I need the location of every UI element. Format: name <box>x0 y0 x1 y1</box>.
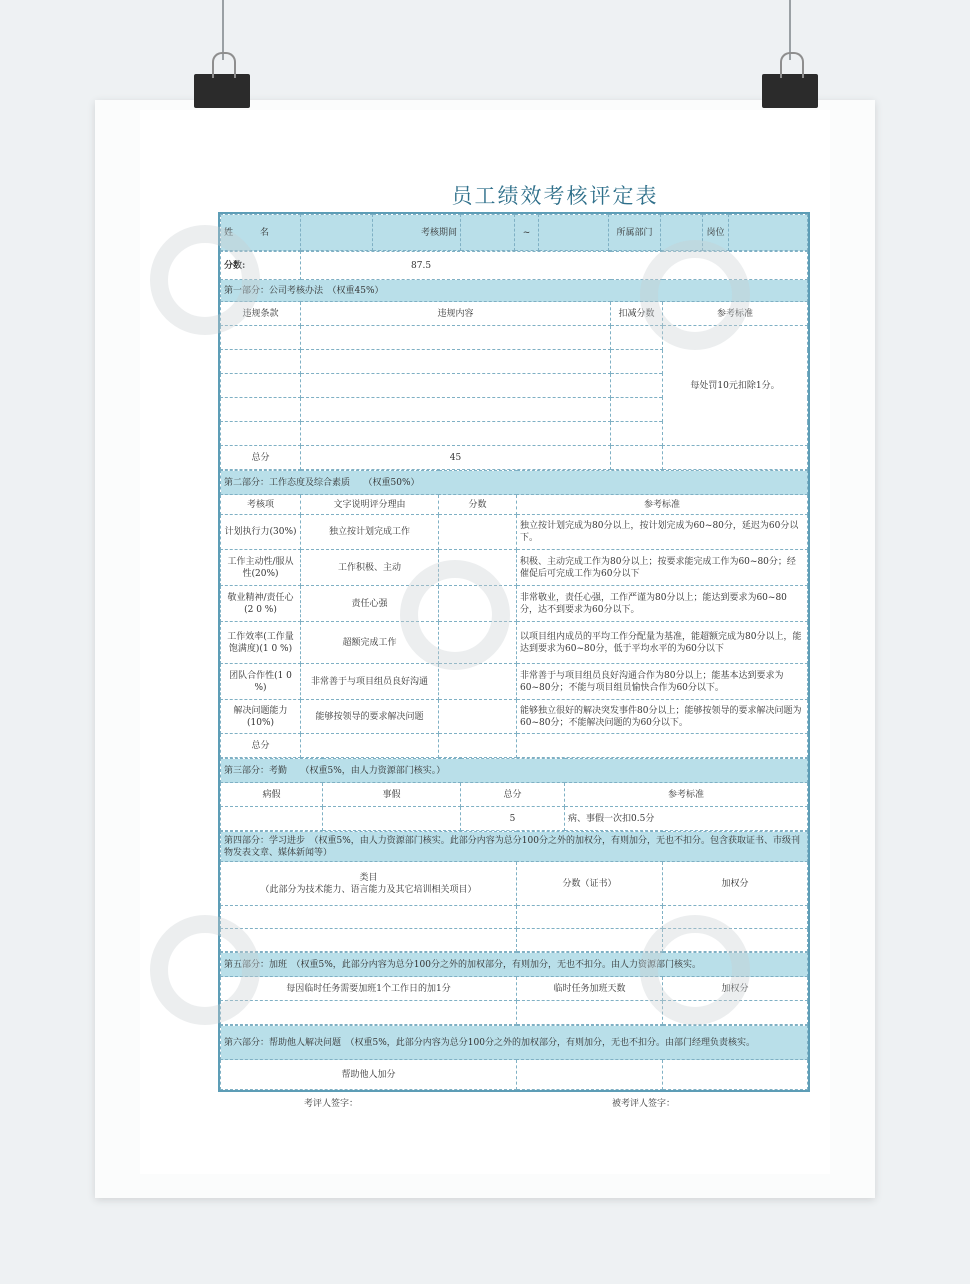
watermark-logo <box>400 560 510 670</box>
part1-cell[interactable] <box>611 446 663 470</box>
part4-cell[interactable] <box>221 906 517 929</box>
table-row <box>221 622 808 664</box>
part5-col-rule: 每因临时任务需要加班1个工作日的加1分 <box>221 977 517 1001</box>
name-field[interactable] <box>301 215 373 251</box>
part4-col-score: 分数（证书） <box>517 862 663 906</box>
part6-title: 第六部分：帮助他人解决问题 （权重5%，此部分内容为总分100分之外的加权部分，有则加分，无也不扣分。由部门经理负责核实。 <box>221 1026 808 1060</box>
part2-title: 第二部分：工作态度及综合素质 （权重50%） <box>221 471 808 495</box>
part5-title: 第五部分：加班 （权重5%，此部分内容为总分100分之外的加权部分，有则加分，无也不扣分。由人力资源部门核实。 <box>221 953 808 977</box>
part2-col-standard: 参考标准 <box>517 495 808 515</box>
part4-cell[interactable] <box>517 929 663 952</box>
part2-col-score: 分数 <box>439 495 517 515</box>
dept-label: 所属部门 <box>609 215 661 251</box>
period-label: 考核期间 <box>373 215 461 251</box>
part5-cell[interactable] <box>517 1001 663 1025</box>
part1-cell[interactable] <box>611 374 663 398</box>
part2-total-label: 总分 <box>221 734 301 758</box>
part3-personal-field[interactable] <box>323 807 461 831</box>
part4-cell[interactable] <box>517 906 663 929</box>
part3-standard: 病、事假一次扣0.5分 <box>565 807 808 831</box>
part1-cell[interactable] <box>221 374 301 398</box>
part1-cell[interactable] <box>301 350 611 374</box>
watermark-logo <box>150 225 260 335</box>
period-tilde: ~ <box>515 215 539 251</box>
part6-col-help: 帮助他人加分 <box>221 1060 517 1090</box>
part2-table <box>220 470 808 758</box>
part1-cell[interactable] <box>221 398 301 422</box>
part1-col-content: 违规内容 <box>301 302 611 326</box>
part2-reason: 超额完成工作 <box>301 622 439 664</box>
part2-score-field[interactable] <box>439 515 517 550</box>
table-row <box>221 515 808 550</box>
part1-standard: 每处罚10元扣除1分。 <box>663 326 808 446</box>
score-label: 分数: <box>221 252 301 280</box>
part3-col-total: 总分 <box>461 783 565 807</box>
part2-item: 计划执行力(30%) <box>221 515 301 550</box>
part3-col-personal: 事假 <box>323 783 461 807</box>
part2-item: 工作主动性/服从性(20%) <box>221 550 301 586</box>
part2-col-reason: 文字说明评分理由 <box>301 495 439 515</box>
part2-standard: 能够独立很好的解决突发事件80分以上；能够按领导的要求解决问题为60~80分；不能解决问题的为60分以下。 <box>517 700 808 734</box>
part2-score-field[interactable] <box>439 700 517 734</box>
part1-cell[interactable] <box>221 422 301 446</box>
part4-title: 第四部分：学习进步 （权重5%，由人力资源部门核实。此部分内容为总分100分之外的加权分，有则加分，无也不扣分。包含获取证书、市级刊物发表文章、媒体新闻等） <box>221 832 808 862</box>
part6-table <box>220 1025 808 1090</box>
part5-col-days: 临时任务加班天数 <box>517 977 663 1001</box>
part1-col-clause: 违规条款 <box>221 302 301 326</box>
reviewee-signature-label: 被考评人签字： <box>612 1099 676 1109</box>
part5-cell[interactable] <box>221 1001 517 1025</box>
part2-standard: 非常善于与项目组员良好沟通合作为80分以上；能基本达到要求为60~80分；不能与项目组员愉快合作为60分以下。 <box>517 664 808 700</box>
hanging-wire-right <box>789 0 791 60</box>
table-row <box>221 700 808 734</box>
table-row <box>221 586 808 622</box>
part2-standard: 独立按计划完成为80分以上，按计划完成为60~80分，延迟为60分以下。 <box>517 515 808 550</box>
part3-col-sick: 病假 <box>221 783 323 807</box>
part4-col-weight: 加权分 <box>663 862 808 906</box>
part3-sick-field[interactable] <box>221 807 323 831</box>
part2-standard: 以项目组内成员的平均工作分配量为基准，能超额完成为80分以上，能达到要求为60~80分，低于平均水平的为60分以下 <box>517 622 808 664</box>
part1-cell[interactable] <box>221 350 301 374</box>
page-title: 员工绩效考核评定表 <box>451 184 659 208</box>
part2-cell[interactable] <box>301 734 439 758</box>
part2-col-item: 考核项 <box>221 495 301 515</box>
part2-item: 团队合作性(1 0 %) <box>221 664 301 700</box>
part2-cell[interactable] <box>439 734 517 758</box>
part1-col-deduct: 扣减分数 <box>611 302 663 326</box>
part1-title: 第一部分：公司考核办法 （权重45%） <box>221 280 808 302</box>
part2-item: 解决问题能力(10%) <box>221 700 301 734</box>
part1-cell[interactable] <box>301 422 611 446</box>
score-value: 87.5 <box>301 252 808 280</box>
part1-cell[interactable] <box>611 398 663 422</box>
part1-cell[interactable] <box>221 326 301 350</box>
watermark-logo <box>640 915 750 1025</box>
part1-cell[interactable] <box>301 374 611 398</box>
period-end-field[interactable] <box>539 215 609 251</box>
part3-col-standard: 参考标准 <box>565 783 808 807</box>
binder-clip-left <box>194 74 250 108</box>
part4-col-category-line1: 类目 <box>359 872 378 883</box>
table-row <box>221 550 808 586</box>
part5-col-weight: 加权分 <box>663 977 808 1001</box>
part2-reason: 非常善于与项目组员良好沟通 <box>301 664 439 700</box>
part1-cell[interactable] <box>301 398 611 422</box>
part3-table <box>220 758 808 831</box>
part4-col-category <box>221 862 517 906</box>
part2-reason: 独立按计划完成工作 <box>301 515 439 550</box>
table-row <box>221 664 808 700</box>
part6-cell[interactable] <box>663 1060 808 1090</box>
part3-title: 第三部分：考勤 （权重5%，由人力资源部门核实。） <box>221 759 808 783</box>
part1-cell[interactable] <box>611 422 663 446</box>
part2-standard: 积极、主动完成工作为80分以上；按要求能完成工作为60~80分；经催促后可完成工作为60分以下 <box>517 550 808 586</box>
part2-item: 工作效率(工作量饱满度)(1 0 %) <box>221 622 301 664</box>
period-start-field[interactable] <box>461 215 515 251</box>
part6-cell[interactable] <box>517 1060 663 1090</box>
part1-cell[interactable] <box>611 350 663 374</box>
part1-cell[interactable] <box>663 446 808 470</box>
post-field[interactable] <box>729 215 808 251</box>
part1-total-value: 45 <box>301 446 611 470</box>
name-label: 姓 名 <box>221 215 301 251</box>
part1-total-label: 总分 <box>221 446 301 470</box>
hanging-wire-left <box>222 0 224 60</box>
part2-reason: 工作积极、主动 <box>301 550 439 586</box>
reviewer-signature-label: 考评人签字： <box>304 1099 359 1109</box>
part4-cell[interactable] <box>221 929 517 952</box>
part3-total-value: 5 <box>461 807 565 831</box>
part2-reason: 责任心强 <box>301 586 439 622</box>
watermark-logo <box>640 240 750 350</box>
part1-col-standard: 参考标准 <box>663 302 808 326</box>
part2-item: 敬业精神/责任心(2 0 %) <box>221 586 301 622</box>
part1-cell[interactable] <box>301 326 611 350</box>
part2-standard: 非常敬业，责任心强，工作严谨为80分以上；能达到要求为60~80分，达不到要求为60分以下。 <box>517 586 808 622</box>
part2-reason: 能够按领导的要求解决问题 <box>301 700 439 734</box>
part4-col-category-line2: （此部分为技术能力、语言能力及其它培训相关项目） <box>260 884 477 895</box>
watermark-logo <box>150 915 260 1025</box>
post-label: 岗位 <box>703 215 729 251</box>
part2-cell[interactable] <box>517 734 808 758</box>
binder-clip-right <box>762 74 818 108</box>
